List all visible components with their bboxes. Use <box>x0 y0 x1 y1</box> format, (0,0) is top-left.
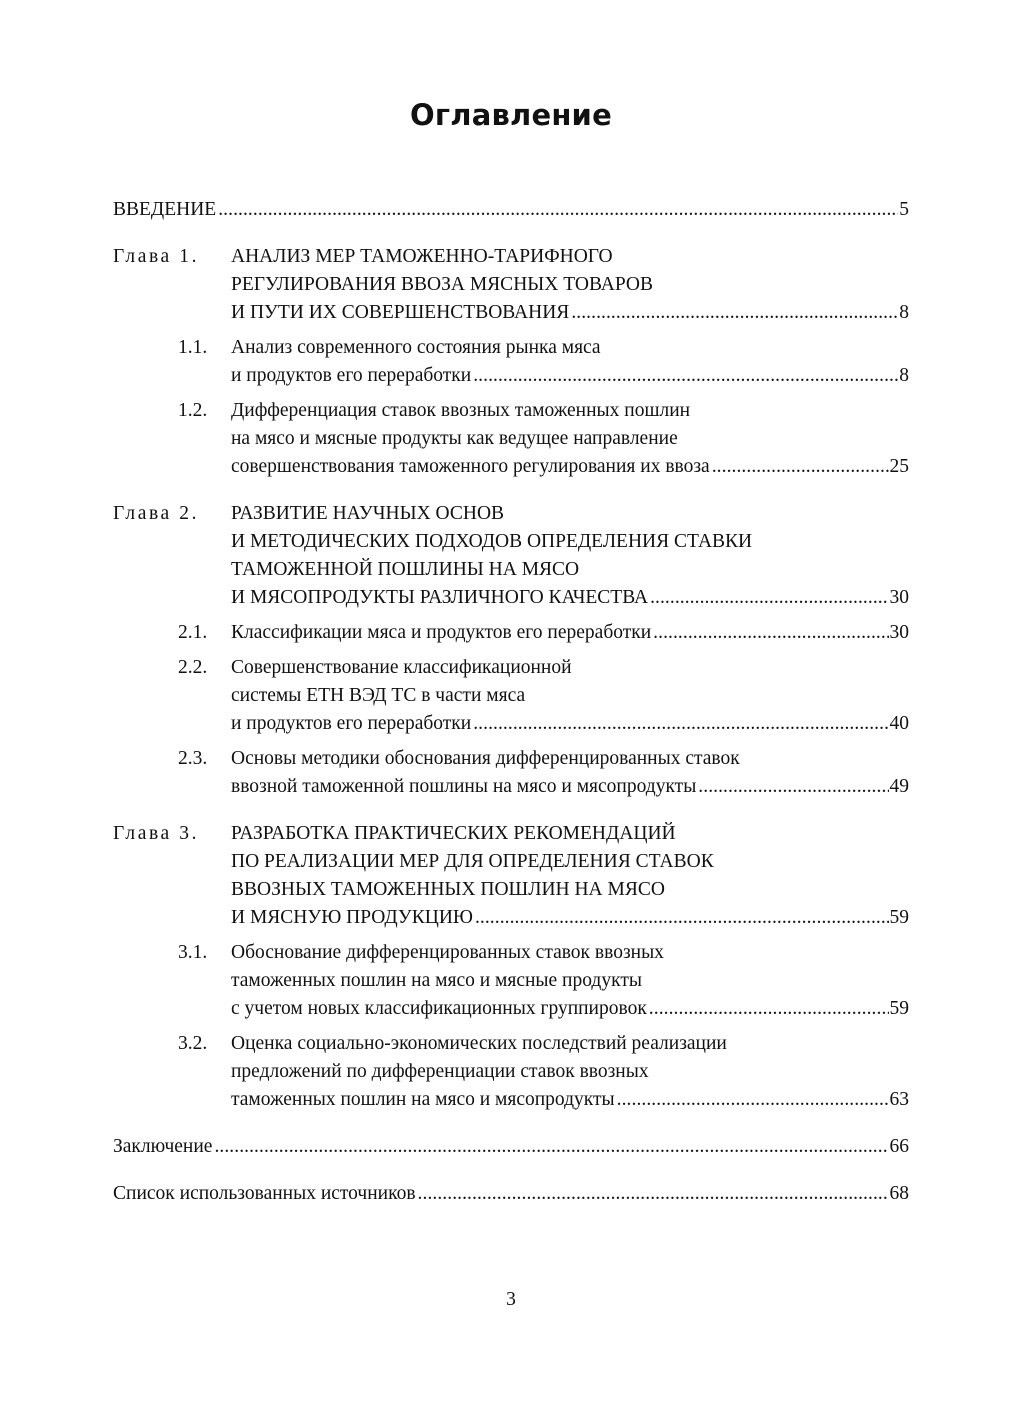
toc-page-number: 59 <box>889 998 909 1019</box>
toc-page-number: 30 <box>889 622 909 643</box>
toc-page-number: 49 <box>889 776 909 797</box>
toc-entry-section-3-2[interactable] <box>113 1030 909 1114</box>
toc-entry-section-2-3[interactable] <box>113 745 909 801</box>
toc-page-number: 25 <box>889 456 909 477</box>
toc-entry-text: И МЯСОПРОДУКТЫ РАЗЛИЧНОГО КАЧЕСТВА <box>231 587 649 608</box>
toc-entry-text: и продуктов его переработки <box>231 365 472 386</box>
dot-leader <box>475 904 889 932</box>
toc-section-number: 1.1. <box>178 337 208 358</box>
toc-chapter-label: Глава 2. <box>113 503 200 524</box>
dot-leader <box>712 453 889 481</box>
dot-leader <box>473 362 898 390</box>
toc-page-number: 63 <box>889 1089 909 1110</box>
dot-leader <box>418 1180 889 1208</box>
toc-page-number: 68 <box>889 1183 909 1204</box>
toc-page-number: 5 <box>899 199 909 220</box>
dot-leader <box>571 299 898 327</box>
toc-entry-text: таможенных пошлин на мясо и мясные продукты <box>231 970 642 991</box>
toc-entry-text: совершенствования таможенного регулирования их ввоза <box>231 456 710 477</box>
toc-page-number: 66 <box>889 1136 909 1157</box>
toc-entry-text: И МЯСНУЮ ПРОДУКЦИЮ <box>231 907 473 928</box>
toc-entry-introduction[interactable] <box>113 196 909 224</box>
toc-entry-text: ВВЕДЕНИЕ <box>113 199 217 220</box>
toc-entry-section-3-1[interactable] <box>113 939 909 1023</box>
toc-entry-text: Анализ современного состояния рынка мяса <box>231 337 601 358</box>
toc-entry-section-2-1[interactable] <box>113 619 909 647</box>
toc-entry-section-1-2[interactable] <box>113 397 909 481</box>
toc-entry-text: РАЗВИТИЕ НАУЧНЫХ ОСНОВ <box>231 503 505 524</box>
toc-entry-text: на мясо и мясные продукты как ведущее направление <box>231 428 678 449</box>
toc-entry-text: Основы методики обоснования дифференцированных ставок <box>231 748 740 769</box>
toc-entry-text: Совершенствование классификационной <box>231 657 572 678</box>
toc-entry-section-1-1[interactable] <box>113 334 909 390</box>
toc-page-number: 8 <box>899 302 909 323</box>
toc-entry-text: ввозной таможенной пошлины на мясо и мясопродукты <box>231 776 697 797</box>
toc-entry-chapter-3[interactable] <box>113 820 909 932</box>
toc-entry-text: Классификации мяса и продуктов его переработки <box>231 622 652 643</box>
toc-entry-section-2-2[interactable] <box>113 654 909 738</box>
toc-entry-text: АНАЛИЗ МЕР ТАМОЖЕННО-ТАРИФНОГО <box>231 246 613 267</box>
page-number: 3 <box>506 1289 516 1310</box>
toc-entry-text: Оценка социально-экономических последствий реализации <box>231 1033 727 1054</box>
toc-section-number: 1.2. <box>178 400 208 421</box>
toc-entry-text: Список использованных источников <box>113 1183 416 1204</box>
toc-chapter-label: Глава 3. <box>113 823 200 844</box>
page-title: Оглавление <box>410 98 612 132</box>
toc-entry-text: РАЗРАБОТКА ПРАКТИЧЕСКИХ РЕКОМЕНДАЦИЙ <box>231 823 676 844</box>
toc-entry-text: Обоснование дифференцированных ставок ввозных <box>231 942 664 963</box>
dot-leader <box>214 1133 888 1161</box>
toc-entry-text: предложений по дифференциации ставок ввозных <box>231 1061 649 1082</box>
toc-entry-conclusion[interactable] <box>113 1133 909 1161</box>
toc-page-number: 30 <box>889 587 909 608</box>
toc-entry-text: системы ЕТН ВЭД ТС в части мяса <box>231 685 526 706</box>
toc-page-number: 8 <box>899 365 909 386</box>
toc-section-number: 2.2. <box>178 657 208 678</box>
toc-entry-chapter-2[interactable] <box>113 500 909 612</box>
toc-entry-text: с учетом новых классификационных группировок <box>231 998 647 1019</box>
toc-entry-text: ПО РЕАЛИЗАЦИИ МЕР ДЛЯ ОПРЕДЕЛЕНИЯ СТАВОК <box>231 851 714 872</box>
dot-leader <box>473 710 888 738</box>
toc-section-number: 2.3. <box>178 748 208 769</box>
dot-leader <box>650 584 888 612</box>
toc-chapter-label: Глава 1. <box>113 246 200 267</box>
dot-leader <box>698 773 888 801</box>
toc-entry-text: таможенных пошлин на мясо и мясопродукты <box>231 1089 615 1110</box>
toc-entry-text: Дифференциация ставок ввозных таможенных пошлин <box>231 400 691 421</box>
toc-section-number: 3.1. <box>178 942 208 963</box>
toc-section-number: 2.1. <box>178 622 208 643</box>
table-of-contents <box>113 196 909 1215</box>
dot-leader <box>649 995 889 1023</box>
toc-entry-text: И ПУТИ ИХ СОВЕРШЕНСТВОВАНИЯ <box>231 302 570 323</box>
dot-leader <box>218 196 898 224</box>
toc-entry-chapter-1[interactable] <box>113 243 909 327</box>
toc-entry-text: и продуктов его переработки <box>231 713 472 734</box>
toc-entry-text: ТАМОЖЕННОЙ ПОШЛИНЫ НА МЯСО <box>231 559 580 580</box>
toc-entry-text: ВВОЗНЫХ ТАМОЖЕННЫХ ПОШЛИН НА МЯСО <box>231 879 665 900</box>
dot-leader <box>617 1086 889 1114</box>
toc-entry-references[interactable] <box>113 1180 909 1208</box>
toc-page-number: 40 <box>889 713 909 734</box>
toc-entry-text: И МЕТОДИЧЕСКИХ ПОДХОДОВ ОПРЕДЕЛЕНИЯ СТАВКИ <box>231 531 753 552</box>
toc-page-number: 59 <box>889 907 909 928</box>
toc-entry-text: Заключение <box>113 1136 213 1157</box>
dot-leader <box>653 619 888 647</box>
toc-section-number: 3.2. <box>178 1033 208 1054</box>
toc-entry-text: РЕГУЛИРОВАНИЯ ВВОЗА МЯСНЫХ ТОВАРОВ <box>231 274 654 295</box>
